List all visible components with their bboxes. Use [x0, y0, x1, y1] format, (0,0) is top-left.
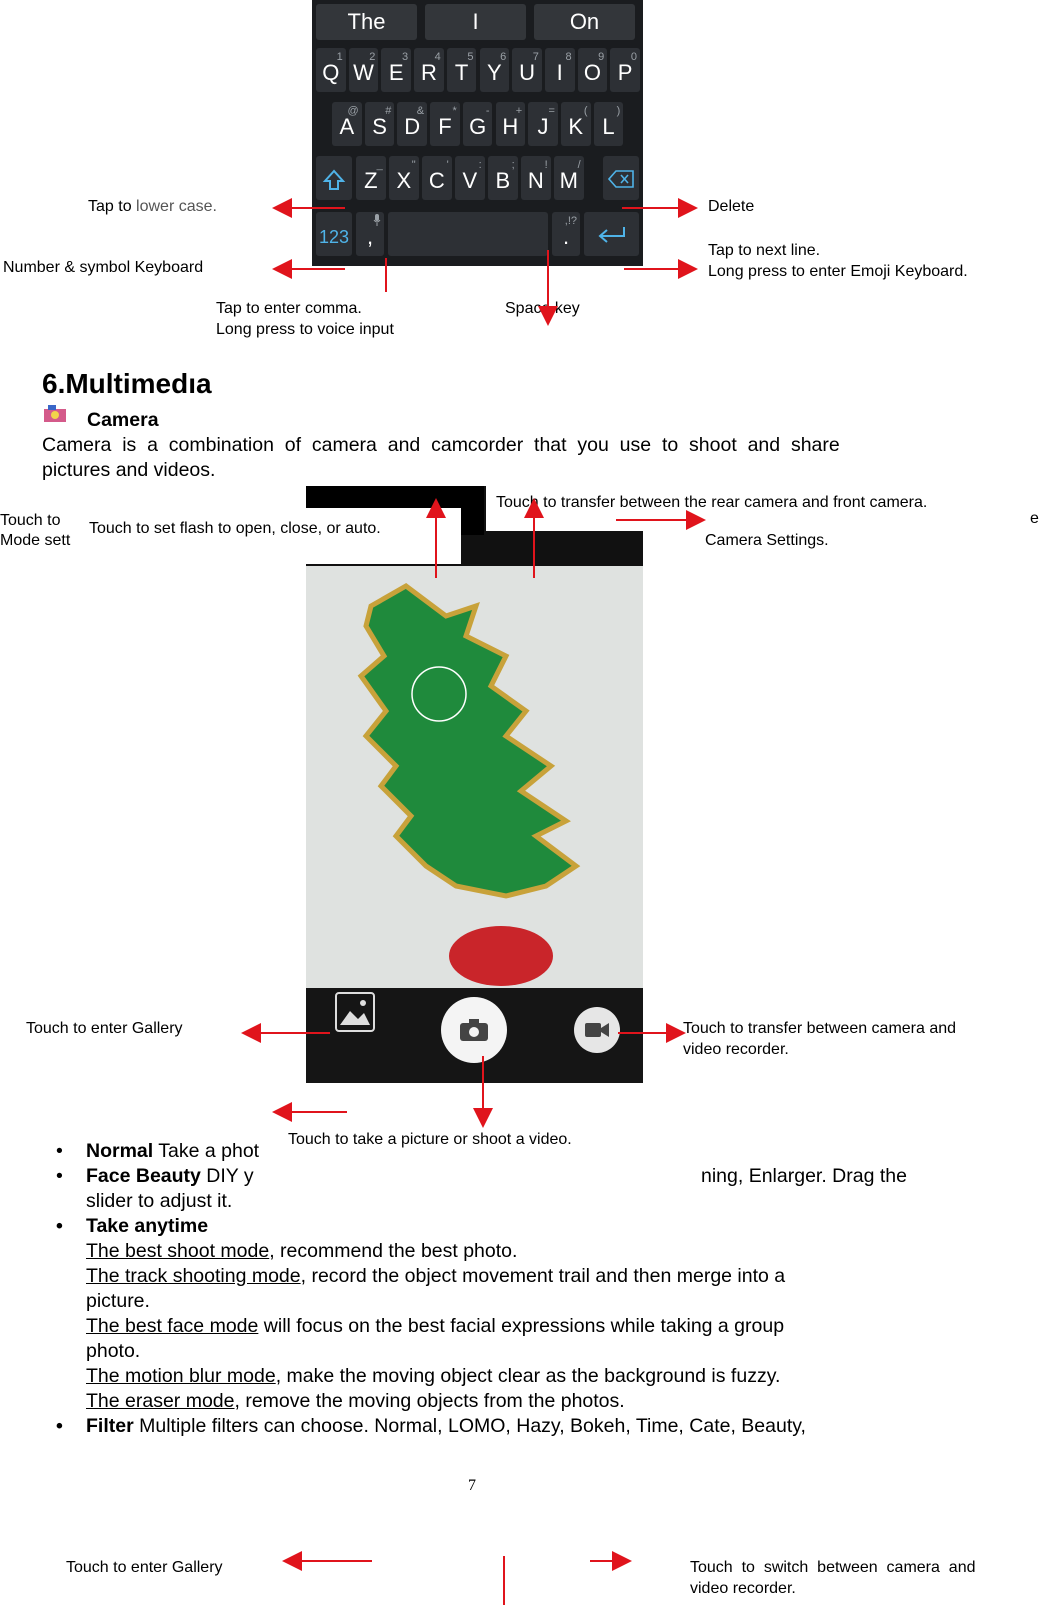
key-letter: W	[353, 60, 374, 85]
bullet-normal	[56, 1139, 916, 1164]
key-hint: 6	[500, 51, 507, 63]
key-hint: 0	[630, 51, 637, 63]
label-camera-settings: Camera Settings.	[705, 532, 829, 549]
anytime-title: Take anytime	[86, 1215, 209, 1237]
face-text: DIY y	[200, 1165, 254, 1187]
key-hint: !	[544, 159, 548, 171]
key-hint: 9	[598, 51, 605, 63]
eraser-text: , remove the moving objects from the photos.	[234, 1390, 625, 1412]
best-shoot-text: , recommend the best photo.	[269, 1240, 518, 1262]
label-shutter: Touch to take a picture or shoot a video.	[288, 1131, 572, 1148]
key-hint: 5	[467, 51, 474, 63]
key-letter: T	[454, 60, 469, 85]
track-line	[56, 1264, 916, 1289]
key-letter: O	[583, 60, 601, 85]
key-letter: D	[404, 114, 421, 139]
key-hint: (	[583, 105, 588, 117]
key-hint: /	[577, 159, 581, 171]
suggestion-1[interactable]: The	[316, 4, 417, 40]
key-hint: @	[347, 105, 359, 117]
label-number-symbol: Number & symbol Keyboard	[3, 259, 204, 276]
best-shoot-mode: The best shoot mode	[86, 1240, 270, 1262]
motion-mode: The motion blur mode	[86, 1365, 276, 1387]
key-letter: I	[556, 60, 563, 85]
filter-text: Multiple filters can choose. Normal, LOMO, Hazy, Bokeh, Time, Cate, Beauty,	[133, 1415, 806, 1437]
key-hint: :	[478, 159, 482, 171]
bullet-face-beauty	[56, 1164, 916, 1189]
key-hint: 1	[336, 51, 343, 63]
key-letter: Z	[364, 168, 378, 193]
key-letter: H	[502, 114, 519, 139]
key-hint: )	[616, 105, 621, 117]
bullet-filter	[56, 1414, 916, 1439]
camera-title: Camera	[87, 409, 159, 431]
key-letter: S	[372, 114, 387, 139]
key-letter: B	[495, 168, 511, 193]
label-emoji: Long press to enter Emoji Keyboard.	[708, 263, 968, 280]
key-hint: *	[452, 105, 457, 117]
page-number: 7	[468, 1477, 476, 1494]
suggestion-3[interactable]: On	[534, 4, 635, 40]
footer-label-switch-1: Touch to switch between camera and	[690, 1559, 976, 1576]
key-hint: 7	[532, 51, 539, 63]
number-symbol-key[interactable]: 123	[316, 212, 352, 256]
key-hint: &	[416, 105, 425, 117]
period-hint: ,!?	[564, 215, 577, 227]
key-letter: V	[462, 168, 478, 193]
normal-title: Normal	[86, 1140, 154, 1162]
key-hint: '	[446, 159, 449, 171]
camera-description-line-1: Camera is a combination of camera and camcorder that you use to shoot and share	[42, 434, 840, 456]
label-delete: Delete	[708, 198, 755, 215]
filter-title: Filter	[86, 1415, 134, 1437]
label-lower-case-suffix: lower case.	[136, 198, 217, 215]
track-text: , record the object movement trail and then merge into a	[300, 1265, 786, 1287]
track-text-2: picture.	[86, 1290, 150, 1312]
key-letter: Q	[322, 60, 340, 85]
comma-glyph: ,	[366, 224, 374, 249]
camera-description-line-2: pictures and videos.	[42, 459, 216, 481]
key-letter: P	[617, 60, 633, 85]
motion-line	[56, 1364, 916, 1389]
key-letter: A	[339, 114, 355, 139]
eraser-mode: The eraser mode	[86, 1390, 235, 1412]
bullet-dot: •	[56, 1215, 63, 1237]
key-letter: R	[420, 60, 437, 85]
key-hint: =	[548, 105, 555, 117]
motion-text: , make the moving object clear as the background is fuzzy.	[275, 1365, 781, 1387]
face-title: Face Beauty	[86, 1165, 201, 1187]
label-voice-input: Long press to voice input	[216, 321, 394, 338]
key-letter: K	[568, 114, 584, 139]
key-letter: N	[527, 168, 544, 193]
label-video-toggle-2: video recorder.	[683, 1041, 789, 1058]
footer-label-switch-2: video recorder.	[690, 1580, 796, 1597]
label-flash: Touch to set flash to open, close, or auto.	[89, 520, 381, 537]
bullet-list	[56, 1139, 916, 1439]
key-hint: 4	[434, 51, 441, 63]
key-hint: 3	[401, 51, 409, 63]
face-mode: The best face mode	[86, 1315, 259, 1337]
best-shoot-line	[56, 1239, 916, 1264]
key-letter: U	[519, 60, 535, 85]
suggestion-2[interactable]: I	[425, 4, 526, 40]
label-comma: Tap to enter comma.	[216, 300, 362, 317]
bullet-dot: •	[56, 1165, 63, 1187]
key-letter: L	[602, 114, 615, 139]
key-hint: -	[485, 105, 490, 117]
label-lower-case-prefix: Tap to	[88, 198, 137, 215]
key-letter: G	[469, 114, 487, 139]
key-hint: _	[376, 159, 383, 171]
face-mode-text: will focus on the best facial expressions while taking a group	[258, 1315, 785, 1337]
bullet-dot: •	[56, 1415, 63, 1437]
face-mode-line	[56, 1314, 916, 1339]
key-letter: M	[559, 168, 578, 193]
key-hint: "	[411, 159, 416, 171]
key-letter: Y	[487, 60, 502, 85]
label-video-toggle-1: Touch to transfer between camera and	[683, 1020, 957, 1037]
label-gallery: Touch to enter Gallery	[26, 1020, 183, 1037]
track-mode: The track shooting mode	[86, 1265, 301, 1287]
bullet-dot: •	[56, 1140, 63, 1162]
key-hint: ;	[511, 159, 515, 171]
key-letter: F	[438, 114, 452, 139]
label-space: Space key	[505, 300, 580, 317]
label-transfer-rear-front: Touch to transfer between the rear camera and front camera.	[496, 494, 928, 511]
normal-text: Take a phot	[153, 1140, 260, 1162]
face-line-2: slider to adjust it.	[86, 1190, 233, 1212]
key-hint: 8	[565, 51, 572, 63]
face-mode-text-2: photo.	[86, 1340, 141, 1362]
label-mode-2: Mode sett	[0, 532, 71, 549]
face-tail: ning, Enlarger. Drag the	[701, 1165, 907, 1187]
section-heading: 6.Multimedıa	[42, 368, 212, 399]
label-settings-suffix: e	[1030, 510, 1039, 527]
bullet-take-anytime	[56, 1214, 916, 1239]
key-hint: 2	[369, 51, 376, 63]
key-letter: C	[428, 168, 445, 193]
key-hint: +	[515, 105, 523, 117]
key-letter: X	[396, 168, 412, 193]
label-mode-1: Touch to	[0, 512, 61, 529]
key-hint: #	[385, 105, 392, 117]
period-glyph: .	[562, 224, 570, 249]
eraser-line	[56, 1389, 916, 1414]
key-letter: E	[388, 60, 404, 85]
key-letter: J	[537, 114, 549, 139]
label-next-line: Tap to next line.	[708, 242, 821, 259]
footer-label-gallery: Touch to enter Gallery	[66, 1559, 223, 1576]
